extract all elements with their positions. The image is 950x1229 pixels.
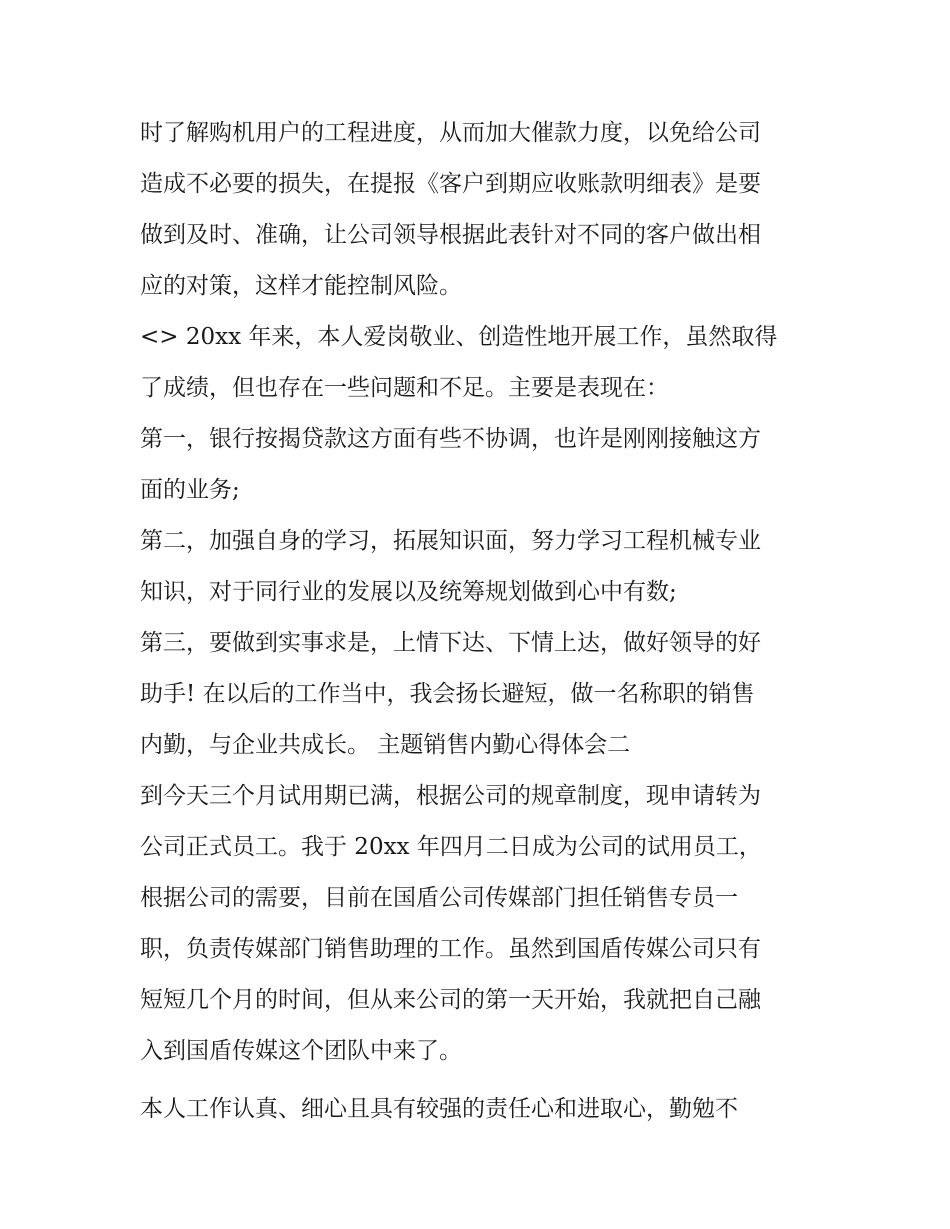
text-line: 了成绩，但也存在一些问题和不足。主要是表现在： <box>140 375 669 401</box>
text-line: 第三，要做到实事求是，上情下达、下情上达，做好领导的好 <box>140 630 761 656</box>
text-line: 入到国盾传媒这个团队中来了。 <box>140 1038 462 1064</box>
text-line: 知识，对于同行业的发展以及统筹规划做到心中有数; <box>140 579 677 605</box>
text-line: 到今天三个月试用期已满，根据公司的规章制度，现申请转为 <box>140 783 761 809</box>
text-line: 短短几个月的时间，但从来公司的第一天开始，我就把自己融 <box>140 987 761 1013</box>
document-body <box>140 108 820 1135</box>
text-line: 第二，加强自身的学习，拓展知识面，努力学习工程机械专业 <box>140 528 761 554</box>
text-line: 应的对策，这样才能控制风险。 <box>140 273 462 299</box>
text-line: <> 20xx 年来，本人爱岗敬业、创造性地开展工作，虽然取得 <box>140 324 778 350</box>
text-line: 公司正式员工。我于 20xx 年四月二日成为公司的试用员工， <box>140 834 762 860</box>
text-line: 内勤，与企业共成长。 主题销售内勤心得体会二 <box>140 732 631 758</box>
text-line: 职，负责传媒部门销售助理的工作。虽然到国盾传媒公司只有 <box>140 936 761 962</box>
text-line: 根据公司的需要，目前在国盾公司传媒部门担任销售专员一 <box>140 885 738 911</box>
text-line: 造成不必要的损失，在提报《客户到期应收账款明细表》是要 <box>140 171 761 197</box>
text-line: 时了解购机用户的工程进度，从而加大催款力度，以免给公司 <box>140 120 761 146</box>
text-line: 本人工作认真、细心且具有较强的责任心和进取心，勤勉不 <box>140 1096 738 1122</box>
text-line: 面的业务; <box>140 477 240 503</box>
text-line: 助手! 在以后的工作当中，我会扬长避短，做一名称职的销售 <box>140 681 755 707</box>
text-line: 做到及时、准确，让公司领导根据此表针对不同的客户做出相 <box>140 222 761 248</box>
text-line: 第一，银行按揭贷款这方面有些不协调，也许是刚刚接触这方 <box>140 426 761 452</box>
